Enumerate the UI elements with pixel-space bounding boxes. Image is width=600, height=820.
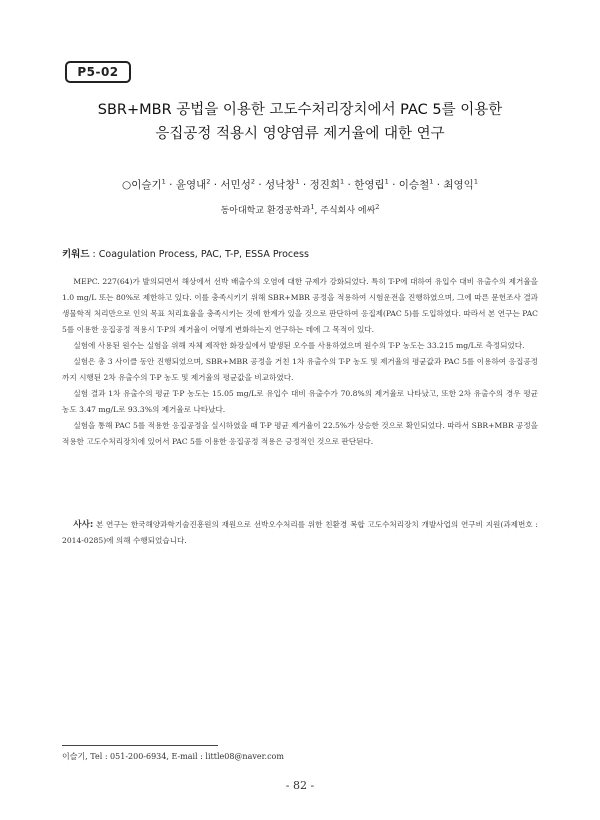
author-name: 한영립	[354, 179, 385, 191]
corresponding-author-footnote: 이슬기, Tel : 051-200-6934, E-mail : little08@naver.com	[62, 752, 284, 761]
keywords	[62, 246, 542, 260]
author-separator: ·	[299, 179, 310, 191]
author-affil-sup: 2	[206, 177, 211, 186]
author-affil-sup: 1	[429, 177, 434, 186]
author-affil-sup: 2	[250, 177, 255, 186]
abstract-paragraph: 실험은 총 3 사이클 동안 진행되었으며, SBR+MBR 공정을 거친 1차 유출수의 T-P 농도 및 제거율의 평균값과 PAC 5를 이용하여 응집공정까지 시행된 2차 유출수의 T-P 농도 및 제거율의 평균값을 비교하였다.	[62, 357, 538, 382]
author-name: 서민성	[220, 179, 251, 191]
author-separator: ·	[210, 179, 221, 191]
abstract-paragraph: 실험 결과 1차 유출수의 평균 T-P 농도는 15.05 mg/L로 유입수 대비 유출수가 70.8%의 제거율로 나타났고, 또한 2차 유출수의 경우 평균 농도 3.47 mg/L로 93.3%의 제거율로 나타났다.	[62, 389, 538, 414]
author-name: 성낙창	[265, 179, 296, 191]
affiliation-separator: ,	[314, 206, 321, 216]
keywords-label: 키워드	[62, 249, 90, 260]
abstract-paragraph: 실험에 사용된 원수는 실험을 위해 자체 제작한 화장실에서 발생된 오수를 사용하였으며 원수의 T-P 농도는 33.215 mg/L로 측정되었다.	[73, 341, 525, 350]
paper-title-line-2: 응집공정 적용시 영양염류 제거율에 대한 연구	[155, 126, 445, 142]
author-separator: ·	[433, 179, 444, 191]
author-name: 이승철	[398, 179, 430, 191]
author-name: 윤영내	[175, 179, 207, 191]
page-number: - 82 -	[285, 779, 315, 792]
author-affil-sup: 1	[473, 177, 478, 186]
author-separator: ·	[165, 179, 176, 191]
author-list	[40, 177, 560, 192]
acknowledgement-label: 사사:	[73, 520, 94, 530]
author-affil-sup: 1	[384, 177, 389, 186]
author-name: 이슬기	[131, 179, 162, 191]
keywords-text: : Coagulation Process, PAC, T-P, ESSA Process	[89, 249, 309, 260]
abstract-paragraph: 실험을 통해 PAC 5를 적용한 응집공정을 실시하였을 때 T-P 평균 제거율이 22.5%가 상승한 것으로 확인되었다. 따라서 SBR+MBR 공정을 적용한 고도수처리장치에 있어서 PAC 5를 이용한 응집공정 적용은 긍정적인 것으로 판단된다.	[62, 421, 538, 446]
affiliation-2-sup: 2	[375, 203, 380, 211]
author-separator: ·	[388, 179, 399, 191]
author-separator: ·	[254, 179, 265, 191]
author-name: 최영익	[443, 179, 474, 191]
session-badge: P5-02	[65, 61, 131, 83]
affiliations	[40, 203, 560, 216]
footnote-divider	[62, 745, 218, 746]
presenter-mark: ○	[122, 179, 132, 191]
affiliation-2: 주식회사 에싸	[320, 206, 376, 216]
affiliation-1: 동아대학교 환경공학과	[220, 206, 311, 216]
affiliation-1-sup: 1	[310, 203, 315, 211]
paper-title-line-1: SBR+MBR 공법을 이용한 고도수처리장치에서 PAC 5를 이용한	[97, 102, 503, 118]
author-affil-sup: 1	[295, 177, 300, 186]
acknowledgement	[62, 517, 538, 549]
abstract-body	[62, 274, 538, 450]
acknowledgement-text: 본 연구는 한국해양과학기술진흥원의 재원으로 선박오수처리를 위한 친환경 복합 고도수처리장치 개발사업의 연구비 지원(과제번호 : 2014-0285)에 의해 수행되었습니다.	[62, 520, 538, 545]
author-affil-sup: 1	[340, 177, 345, 186]
abstract-paragraph: MEPC. 227(64)가 발의되면서 해상에서 선박 배출수의 오염에 대한 규제가 강화되었다. 특히 T-P에 대하여 유입수 대비 유출수의 제거율을 1.0 mg/L 또는 80%로 제한하고 있다. 이를 충족시키기 위해 SBR+MBR 공정을 적용하여 시험운전을 진행하였으며, 그에 따른 문헌조사 결과 생물학적 처리만으로 인의 목표 처리효율을 충족시키는 것에 한계가 있을 것으로 판단하여 응집제(PAC 5)를 도입하였다. 따라서 본 연구는 PAC 5를 이용한 응집공정 적용시 T-P의 제거율이 어떻게 변화하는지 연구하는 데에 그 목적이 있다.	[62, 277, 538, 334]
author-affil-sup: 1	[161, 177, 166, 186]
author-name: 정진희	[309, 179, 341, 191]
author-separator: ·	[344, 179, 355, 191]
